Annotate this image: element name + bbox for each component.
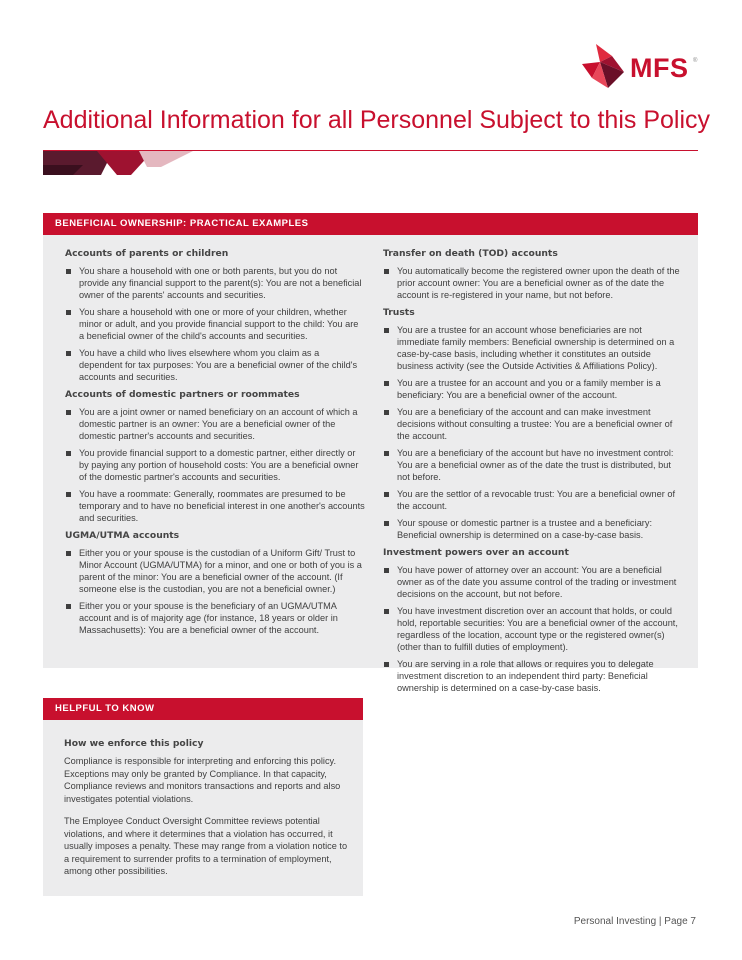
logo-trademark: ® — [693, 58, 698, 64]
list-item: You are serving in a role that allows or requires you to delegate investment discretion to an independent third party: Beneficial ownership is determined on a case-by-case basis. — [383, 658, 683, 694]
beneficial-ownership-panel — [43, 213, 698, 693]
helpful-to-know-heading: HELPFUL TO KNOW — [43, 698, 363, 720]
list-item: You are a joint owner or named beneficiary on an account of which a domestic partner is an owner: You are a beneficial owner of the domestic partner's accounts and securities. — [65, 406, 365, 442]
paragraph: Compliance is responsible for interpreting and enforcing this policy. Exceptions may only be granted by Compliance. In that capacity, Compliance reviews and monitors transactions and reports and also investigates potential violations. — [64, 756, 341, 804]
list-item: You are a beneficiary of the account but have no investment control: You are a beneficial owner as of the date the trust is distributed, but not before. — [383, 447, 683, 483]
mfs-logo — [578, 42, 708, 92]
bullet-list — [65, 406, 365, 524]
list-item: You have investment discretion over an account that holds, or could hold, reportable securities: You are a beneficial owner of the account, regardless of the location, account type or the registered owner(s) (other than to fulfill duties of employment). — [383, 605, 683, 653]
page-title: Additional Information for all Personnel Subject to this Policy — [43, 106, 711, 134]
right-column — [383, 248, 683, 700]
helpful-to-know-panel — [43, 698, 363, 896]
bullet-list — [383, 265, 683, 301]
section-title: Investment powers over an account — [383, 547, 569, 558]
chevron-band-icon — [43, 151, 223, 175]
mfs-logo-icon — [578, 42, 628, 92]
list-item: You have a child who lives elsewhere whom you claim as a dependent for tax purposes: You are a beneficial owner of the child's accounts and securities. — [65, 347, 365, 383]
page-footer: Personal Investing | Page 7 — [573, 916, 696, 927]
section-title: How we enforce this policy — [64, 738, 204, 749]
list-item: You share a household with one or more of your children, whether minor or adult, and you provide financial support to the child: You are a beneficial owner of the child's accounts and securities. — [65, 306, 365, 342]
section-title: Accounts of parents or children — [65, 248, 229, 259]
list-item: You are a trustee for an account and you or a family member is a beneficiary: You are a beneficial owner of the account. — [383, 377, 683, 401]
section-title: Trusts — [383, 307, 415, 318]
section-title: UGMA/UTMA accounts — [65, 530, 180, 541]
bullet-list — [65, 547, 365, 636]
list-item: Your spouse or domestic partner is a trustee and a beneficiary: Beneficial ownership is determined on a case-by-case basis. — [383, 517, 683, 541]
list-item: Either you or your spouse is the custodian of a Uniform Gift/ Trust to Minor Account (UGMA/UTMA) for a minor, and one or both of you is a parent of the minor: You are a beneficial owner of the account. (If someone else is the custodian, you are not a beneficial owner.) — [65, 547, 365, 595]
bullet-list — [383, 324, 683, 541]
logo-wordmark: MFS — [630, 53, 689, 83]
list-item: You provide financial support to a domestic partner, either directly or by paying any portion of household costs: You are a beneficial owner of the domestic partner's accounts and securities. — [65, 447, 365, 483]
list-item: You automatically become the registered owner upon the death of the prior account owner: You are a beneficial owner as of the date the account is re-registered in your name, but not before. — [383, 265, 683, 301]
list-item: You have power of attorney over an account: You are a beneficial owner as of the date you assume control of the trading or investment decisions on the account, but not before. — [383, 564, 683, 600]
list-item: You are a beneficiary of the account and can make investment decisions without consulting a trustee: You are a beneficial owner of the account. — [383, 406, 683, 442]
paragraph: The Employee Conduct Oversight Committee reviews potential violations, and where it determines that a violation has occurred, it usually imposes a penalty. These may range from a violation notice to a requirement to surrender profits to a termination of employment, among other possibilities. — [64, 816, 348, 876]
list-item: You are a trustee for an account whose beneficiaries are not immediate family members: Beneficial ownership is determined on a case-by-case basis, including whether it constitutes an outside business activity (see the Outside Activities & Affiliations Policy). — [383, 324, 683, 372]
enforcement-section — [64, 738, 349, 888]
list-item: Either you or your spouse is the beneficiary of an UGMA/UTMA account and is of majority age (for instance, 18 years or older in Massachusetts): You are a beneficial owner of the account. — [65, 600, 365, 636]
bullet-list — [383, 564, 683, 694]
list-item: You are the settlor of a revocable trust: You are a beneficial owner of the account. — [383, 488, 683, 512]
left-column — [65, 248, 365, 642]
list-item: You share a household with one or both parents, but you do not provide any financial support to the parent(s): You are not a beneficial owner of the parents' accounts and securities. — [65, 265, 365, 301]
section-title: Transfer on death (TOD) accounts — [383, 248, 558, 259]
list-item: You have a roommate: Generally, roommates are presumed to be temporary and to have no beneficial interest in one another's accounts and securities. — [65, 488, 365, 524]
section-title: Accounts of domestic partners or roommates — [65, 389, 300, 400]
beneficial-ownership-heading: BENEFICIAL OWNERSHIP: PRACTICAL EXAMPLES — [43, 213, 698, 235]
bullet-list — [65, 265, 365, 383]
